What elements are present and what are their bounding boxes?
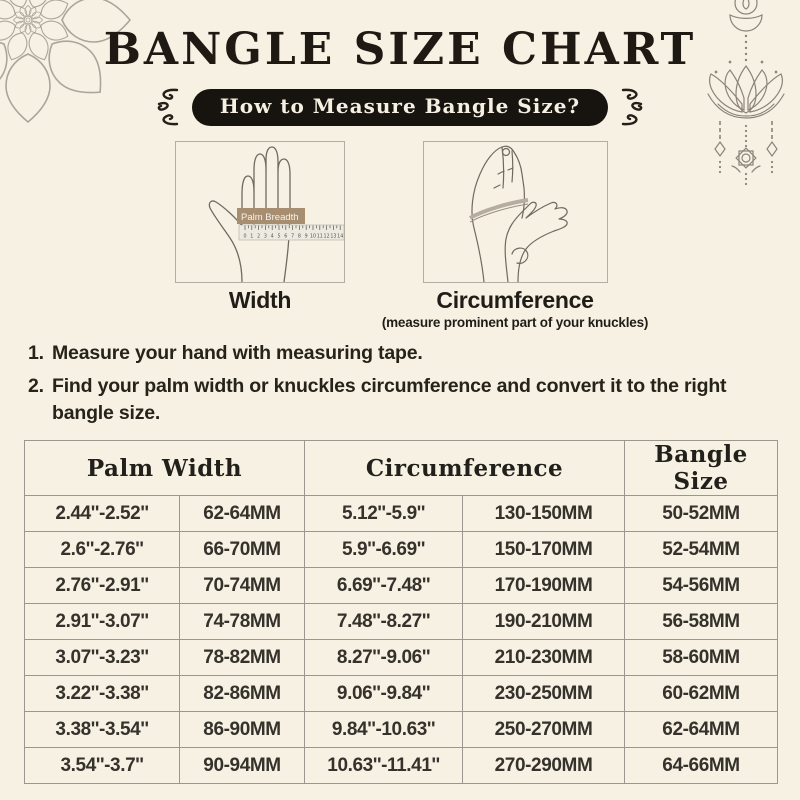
table-row bbox=[25, 748, 778, 784]
svg-text:4: 4 bbox=[270, 234, 274, 240]
svg-text:8: 8 bbox=[297, 234, 301, 240]
table-cell: 9.06''-9.84'' bbox=[305, 676, 463, 712]
size-table-body bbox=[25, 496, 778, 784]
table-cell: 62-64MM bbox=[625, 712, 778, 748]
table-cell: 64-66MM bbox=[625, 748, 778, 784]
table-cell: 170-190MM bbox=[463, 568, 625, 604]
table-row bbox=[25, 604, 778, 640]
table-cell: 2.91''-3.07'' bbox=[25, 604, 180, 640]
knuckle-circumference-hands-illustration bbox=[424, 142, 607, 282]
table-cell: 250-270MM bbox=[463, 712, 625, 748]
table-cell: 5.12''-5.9'' bbox=[305, 496, 463, 532]
instruction-2-number: 2. bbox=[28, 374, 44, 397]
table-row bbox=[25, 676, 778, 712]
table-cell: 62-64MM bbox=[180, 496, 305, 532]
table-cell: 54-56MM bbox=[625, 568, 778, 604]
table-cell: 3.54''-3.7'' bbox=[25, 748, 180, 784]
table-row bbox=[25, 532, 778, 568]
ruler-numbers bbox=[243, 234, 343, 240]
table-cell: 230-250MM bbox=[463, 676, 625, 712]
instruction-2-text: Find your palm width or knuckles circumference and convert it to the right bangle size. bbox=[52, 374, 727, 424]
page-title: BANGLE SIZE CHART bbox=[103, 24, 697, 75]
svg-text:13: 13 bbox=[330, 234, 337, 240]
svg-text:11: 11 bbox=[316, 234, 323, 240]
table-cell: 52-54MM bbox=[625, 532, 778, 568]
table-cell: 7.48''-8.27'' bbox=[305, 604, 463, 640]
table-cell: 270-290MM bbox=[463, 748, 625, 784]
table-cell: 70-74MM bbox=[180, 568, 305, 604]
svg-text:10: 10 bbox=[309, 234, 317, 240]
table-cell: 50-52MM bbox=[625, 496, 778, 532]
table-cell: 58-60MM bbox=[625, 640, 778, 676]
circumference-label bbox=[340, 287, 690, 330]
palm-breadth-label: Palm Breadth bbox=[241, 212, 299, 223]
table-header-row bbox=[25, 441, 778, 496]
instruction-1-number: 1. bbox=[28, 342, 44, 364]
svg-text:6: 6 bbox=[284, 234, 288, 240]
table-cell: 8.27''-9.06'' bbox=[305, 640, 463, 676]
table-cell: 3.38''-3.54'' bbox=[25, 712, 180, 748]
table-cell: 6.69''-7.48'' bbox=[305, 568, 463, 604]
svg-text:9: 9 bbox=[304, 234, 308, 240]
svg-text:7: 7 bbox=[291, 234, 295, 240]
table-cell: 74-78MM bbox=[180, 604, 305, 640]
badge-row bbox=[0, 86, 800, 128]
palm-width-hand-illustration bbox=[176, 142, 344, 282]
table-cell: 60-62MM bbox=[625, 676, 778, 712]
table-cell: 5.9''-6.69'' bbox=[305, 532, 463, 568]
table-row bbox=[25, 568, 778, 604]
table-cell: 150-170MM bbox=[463, 532, 625, 568]
table-cell: 2.44''-2.52'' bbox=[25, 496, 180, 532]
table-cell: 90-94MM bbox=[180, 748, 305, 784]
bangle-size-header: Bangle Size bbox=[625, 441, 778, 496]
palm-width-header: Palm Width bbox=[25, 441, 305, 496]
svg-text:0: 0 bbox=[243, 234, 247, 240]
table-cell: 56-58MM bbox=[625, 604, 778, 640]
table-cell: 82-86MM bbox=[180, 676, 305, 712]
table-cell: 86-90MM bbox=[180, 712, 305, 748]
instruction-1-text: Measure your hand with measuring tape. bbox=[52, 342, 423, 364]
table-cell: 10.63''-11.41'' bbox=[305, 748, 463, 784]
table-cell: 66-70MM bbox=[180, 532, 305, 568]
width-label: Width bbox=[228, 287, 292, 313]
table-cell: 2.6''-2.76'' bbox=[25, 532, 180, 568]
table-cell: 9.84''-10.63'' bbox=[305, 712, 463, 748]
size-conversion-table bbox=[24, 440, 778, 784]
table-row bbox=[25, 640, 778, 676]
table-row bbox=[25, 712, 778, 748]
circumference-sublabel: (measure prominent part of your knuckles) bbox=[381, 315, 649, 330]
svg-text:3: 3 bbox=[263, 234, 267, 240]
left-flourish-icon bbox=[154, 86, 180, 128]
table-cell: 3.22''-3.38'' bbox=[25, 676, 180, 712]
table-cell: 3.07''-3.23'' bbox=[25, 640, 180, 676]
width-illustration-box bbox=[175, 141, 345, 283]
svg-text:14: 14 bbox=[337, 234, 344, 240]
instruction-1 bbox=[28, 340, 740, 367]
instruction-2 bbox=[28, 373, 740, 427]
instructions-list bbox=[28, 340, 740, 433]
svg-text:1: 1 bbox=[250, 234, 254, 240]
table-cell: 190-210MM bbox=[463, 604, 625, 640]
circumference-header: Circumference bbox=[305, 441, 625, 496]
svg-text:5: 5 bbox=[277, 234, 281, 240]
circumference-illustration-box bbox=[423, 141, 608, 283]
table-cell: 2.76''-2.91'' bbox=[25, 568, 180, 604]
svg-text:2: 2 bbox=[257, 234, 261, 240]
table-cell: 210-230MM bbox=[463, 640, 625, 676]
svg-text:12: 12 bbox=[323, 234, 330, 240]
table-cell: 78-82MM bbox=[180, 640, 305, 676]
table-cell: 130-150MM bbox=[463, 496, 625, 532]
table-row bbox=[25, 496, 778, 532]
right-flourish-icon bbox=[620, 86, 646, 128]
how-to-measure-badge: How to Measure Bangle Size? bbox=[192, 89, 608, 126]
circumference-label-text: Circumference bbox=[436, 287, 594, 313]
